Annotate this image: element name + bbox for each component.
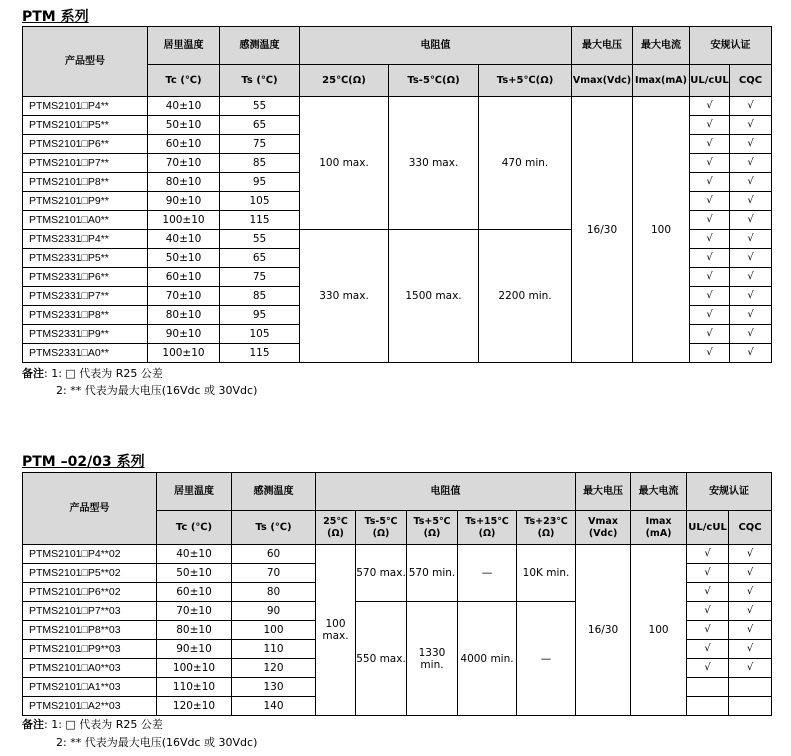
note-label-2: 备注 [22,718,44,731]
ts-plus-23-cell: — [517,602,576,716]
ul-check-cell: √ [687,621,729,640]
imax-cell: 100 [631,545,687,716]
header-r25: 25℃(Ω) [300,65,389,97]
header-ts: Ts (℃) [220,65,300,97]
tc-cell: 60±10 [148,268,220,287]
header-model: 产品型号 [23,27,148,97]
model-cell: PTMS2331□P6** [23,268,148,287]
header-curie-temp-2: 居里温度 [157,473,232,511]
model-cell: PTMS2101□A0** [23,211,148,230]
ul-check-cell: √ [690,306,730,325]
ts-plus-23-cell: 10K min. [517,545,576,602]
ts-cell: 100 [232,621,316,640]
header-resistance: 电阻值 [300,27,572,65]
ts-plus-15-cell: — [458,545,517,602]
note-2-1 [22,717,163,732]
ul-check-cell: √ [690,211,730,230]
header-max-current [633,27,690,65]
ts-cell: 90 [232,602,316,621]
r25-cell: 100 max. [300,97,389,230]
note-label: 备注 [22,367,44,380]
header-safety-cert: 安规认证 [690,27,772,65]
ts-cell: 95 [220,306,300,325]
tc-cell: 50±10 [148,116,220,135]
cqc-check-cell: √ [730,97,772,116]
ts-cell: 140 [232,697,316,716]
header-ts-minus-5: Ts-5℃(Ω) [389,65,479,97]
tc-cell: 70±10 [157,602,232,621]
section-title-ptm-02-03: PTM –02/03 系列 [22,454,145,470]
ul-check-cell: √ [690,192,730,211]
ts-plus-15-cell: 4000 min. [458,602,517,716]
note-2-line-1: : 1: □ 代表为 R25 公差 [44,718,163,731]
model-cell: PTMS2101□P5** [23,116,148,135]
ul-check-cell: √ [690,287,730,306]
ul-check-cell [687,697,729,716]
ts-cell: 110 [232,640,316,659]
cqc-check-cell: √ [730,192,772,211]
tc-cell: 90±10 [148,192,220,211]
ts-minus-5-cell: 550 max. [356,602,407,716]
tc-cell: 100±10 [148,344,220,363]
ul-check-cell: √ [687,602,729,621]
model-cell: PTMS2101□P9**03 [23,640,157,659]
ts-cell: 85 [220,287,300,306]
header-vmax: Vmax(Vdc) [572,65,633,97]
ts-plus-5-cell: 470 min. [479,97,572,230]
ts-cell: 80 [232,583,316,602]
header-ts-plus-5-2: Ts+5℃ (Ω) [407,511,458,545]
tc-cell: 80±10 [148,306,220,325]
tc-cell: 110±10 [157,678,232,697]
ts-cell: 60 [232,545,316,564]
cqc-check-cell: √ [730,325,772,344]
note-1 [22,366,163,381]
header-sensing-temp: 感测温度 [220,27,300,65]
ts-cell: 105 [220,192,300,211]
tc-cell: 60±10 [157,583,232,602]
cqc-check-cell [729,697,772,716]
ts-plus-5-cell: 570 min. [407,545,458,602]
model-cell: PTMS2101□A1**03 [23,678,157,697]
model-cell: PTMS2101□P7** [23,154,148,173]
header-ts-plus-5: Ts+5℃(Ω) [479,65,572,97]
header-max-voltage [572,27,633,65]
ul-check-cell: √ [690,344,730,363]
ts-cell: 105 [220,325,300,344]
cqc-check-cell: √ [730,287,772,306]
ts-cell: 55 [220,230,300,249]
ul-check-cell: √ [690,249,730,268]
header-safety-cert-2: 安规认证 [687,473,772,511]
model-cell: PTMS2101□P4** [23,97,148,116]
model-cell: PTMS2101□P6** [23,135,148,154]
ts-cell: 85 [220,154,300,173]
ul-check-cell: √ [690,230,730,249]
cqc-check-cell: √ [730,154,772,173]
imax-cell: 100 [633,97,690,363]
header-curie-temp: 居里温度 [148,27,220,65]
cqc-check-cell: √ [730,249,772,268]
cqc-check-cell: √ [730,211,772,230]
cqc-check-cell: √ [730,173,772,192]
note-line-2: 2: ** 代表为最大电压(16Vdc 或 30Vdc) [56,384,258,397]
cqc-check-cell: √ [729,545,772,564]
cqc-check-cell: √ [730,230,772,249]
tc-cell: 100±10 [148,211,220,230]
header-tc-2: Tc (℃) [157,511,232,545]
note-2-line-2: 2: ** 代表为最大电压(16Vdc 或 30Vdc) [56,736,258,749]
ul-check-cell: √ [690,173,730,192]
model-cell: PTMS2331□A0** [23,344,148,363]
ts-cell: 65 [220,249,300,268]
table-row [23,97,772,116]
model-cell: PTMS2101□P4**02 [23,545,157,564]
model-cell: PTMS2101□A2**03 [23,697,157,716]
cqc-check-cell: √ [729,583,772,602]
model-cell: PTMS2331□P5** [23,249,148,268]
ul-check-cell: √ [690,116,730,135]
ul-check-cell: √ [690,97,730,116]
header-resistance-2: 电阻值 [316,473,576,511]
model-cell: PTMS2101□A0**03 [23,659,157,678]
model-cell: PTMS2101□P5**02 [23,564,157,583]
header-max-current-label: 最大电流 [641,39,682,51]
tc-cell: 40±10 [148,230,220,249]
model-cell: PTMS2101□P8**03 [23,621,157,640]
ul-check-cell: √ [687,564,729,583]
header-ul: UL/cUL [690,65,730,97]
ul-check-cell: √ [687,640,729,659]
ts-cell: 75 [220,268,300,287]
ul-check-cell: √ [690,154,730,173]
r25-cell: 100 max. [316,545,356,716]
ts-plus-5-cell: 2200 min. [479,230,572,363]
header-max-voltage-label: 最大电压 [582,39,623,51]
ts-cell: 120 [232,659,316,678]
ts-cell: 70 [232,564,316,583]
header-ts-2: Ts (℃) [232,511,316,545]
cqc-check-cell: √ [730,268,772,287]
cqc-check-cell: √ [729,659,772,678]
cqc-check-cell: √ [729,640,772,659]
ul-check-cell: √ [690,268,730,287]
ts-cell: 95 [220,173,300,192]
ul-check-cell: √ [690,135,730,154]
tc-cell: 70±10 [148,154,220,173]
header-r25-2: 25℃ (Ω) [316,511,356,545]
vmax-cell: 16/30 [576,545,631,716]
ts-minus-5-cell: 330 max. [389,97,479,230]
header-model-2: 产品型号 [23,473,157,545]
header-ul-2: UL/cUL [687,511,729,545]
ts-plus-5-cell: 1330 min. [407,602,458,716]
ul-check-cell: √ [687,659,729,678]
ts-cell: 55 [220,97,300,116]
header-ts-minus-5-2: Ts-5℃ (Ω) [356,511,407,545]
tc-cell: 80±10 [157,621,232,640]
model-cell: PTMS2101□P7**03 [23,602,157,621]
header-sensing-temp-2: 感测温度 [232,473,316,511]
ptm-spec-table [22,26,772,363]
tc-cell: 80±10 [148,173,220,192]
tc-cell: 60±10 [148,135,220,154]
table-row [23,545,772,564]
header-max-voltage-2: 最大电压 [576,473,631,511]
header-imax: Imax(mA) [633,65,690,97]
tc-cell: 90±10 [148,325,220,344]
ts-minus-5-cell: 570 max. [356,545,407,602]
note-line-1: : 1: □ 代表为 R25 公差 [44,367,163,380]
cqc-check-cell: √ [729,621,772,640]
tc-cell: 70±10 [148,287,220,306]
section-title-ptm: PTM 系列 [22,9,89,25]
header-cqc: CQC [730,65,772,97]
r25-cell: 330 max. [300,230,389,363]
ul-check-cell: √ [690,325,730,344]
cqc-check-cell: √ [730,306,772,325]
tc-cell: 100±10 [157,659,232,678]
header-ts-plus-15: Ts+15℃ (Ω) [458,511,517,545]
header-vmax-2: Vmax (Vdc) [576,511,631,545]
ts-cell: 115 [220,344,300,363]
ul-check-cell [687,678,729,697]
cqc-check-cell: √ [730,344,772,363]
tc-cell: 90±10 [157,640,232,659]
model-cell: PTMS2101□P9** [23,192,148,211]
ts-cell: 65 [220,116,300,135]
ul-check-cell: √ [687,545,729,564]
header-max-current-2: 最大电流 [631,473,687,511]
tc-cell: 40±10 [157,545,232,564]
tc-cell: 50±10 [157,564,232,583]
model-cell: PTMS2331□P7** [23,287,148,306]
ul-check-cell: √ [687,583,729,602]
model-cell: PTMS2101□P8** [23,173,148,192]
tc-cell: 40±10 [148,97,220,116]
cqc-check-cell: √ [729,602,772,621]
model-cell: PTMS2101□P6**02 [23,583,157,602]
tc-cell: 50±10 [148,249,220,268]
header-ts-plus-23: Ts+23℃ (Ω) [517,511,576,545]
ts-cell: 130 [232,678,316,697]
model-cell: PTMS2331□P9** [23,325,148,344]
cqc-check-cell [729,678,772,697]
header-imax-2: Imax (mA) [631,511,687,545]
model-cell: PTMS2331□P4** [23,230,148,249]
cqc-check-cell: √ [730,116,772,135]
ts-minus-5-cell: 1500 max. [389,230,479,363]
header-tc: Tc (℃) [148,65,220,97]
header-cqc-2: CQC [729,511,772,545]
ts-cell: 75 [220,135,300,154]
vmax-cell: 16/30 [572,97,633,363]
ptm-02-03-spec-table [22,472,772,716]
ts-cell: 115 [220,211,300,230]
cqc-check-cell: √ [729,564,772,583]
tc-cell: 120±10 [157,697,232,716]
model-cell: PTMS2331□P8** [23,306,148,325]
cqc-check-cell: √ [730,135,772,154]
